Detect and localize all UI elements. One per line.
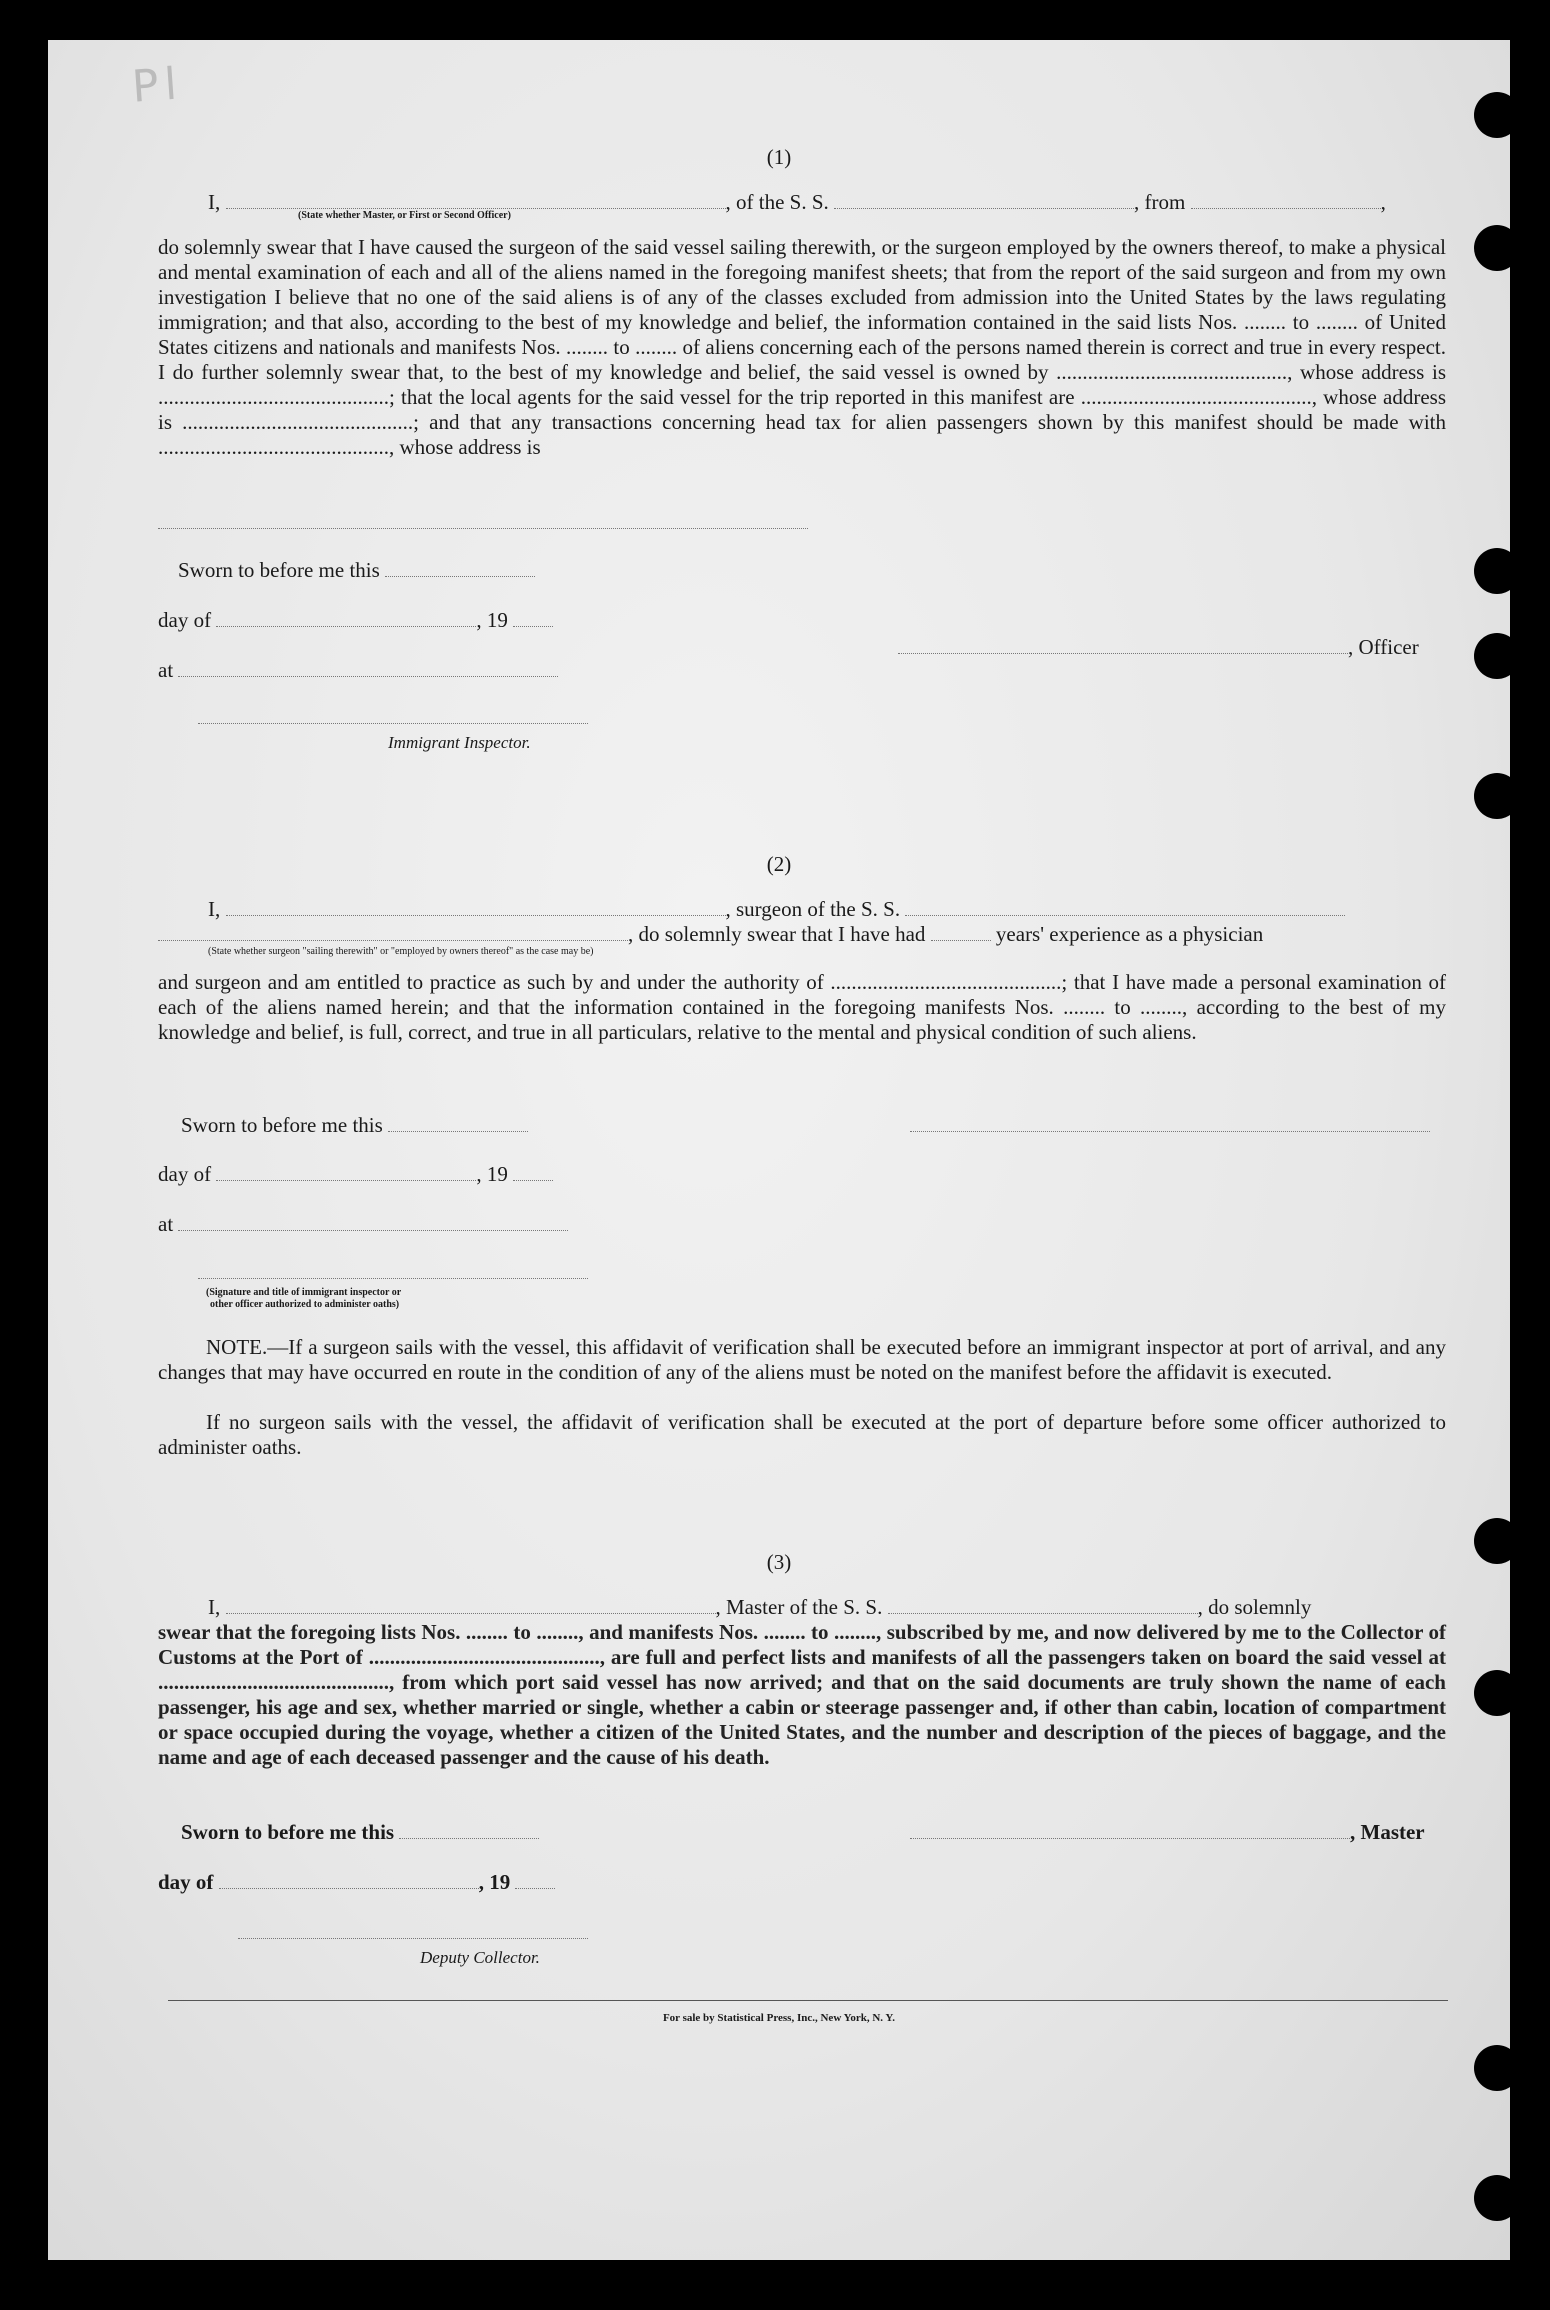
note-paragraph-2: If no surgeon sails with the vessel, the affidavit of verification shall be executed at the port of departure before some officer authorized to administer oaths. xyxy=(158,1410,1446,1459)
section-1-number: (1) xyxy=(766,145,792,169)
section-1-line-1: I, , of the S. S. , from , xyxy=(208,190,1386,214)
section-1-body: do solemnly swear that I have caused the surgeon of the said vessel sailing therewith, or the surgeon employed by the owners thereof, to make a physical and mental examination of each and all of the aliens named in the foregoing manifest sheets; that from the report of the said surgeon and from my own investigation I believe that no one of the said aliens is of any of the classes excluded from admission into the United States by the laws regulating immigration; and that also, according to the best of my knowledge and belief, the information contained in the said lists Nos. ........ to ........ of United States citizens and nationals and manifests Nos. ........ to ........ of aliens concerning each of the persons named therein is correct and true in every respect. I do further solemnly swear that, to the best of my knowledge and belief, the said vessel is owned by ............................................, whose address is ............................................; that the local agents for the said vessel for the trip reported in this manifest are ............................................, whose address is ............................................; and that any transactions concerning head tax for alien passengers shown by this manifest should be made with ............................................, whose address is xyxy=(158,235,1446,459)
pencil-mark: Pl xyxy=(130,58,185,113)
section-3-deputy-caption: Deputy Collector. xyxy=(420,1948,540,1967)
section-2-caption: (State whether surgeon "sailing therewith" or "employed by owners thereof" as the case may be) xyxy=(208,946,594,957)
section-1-caption: (State whether Master, or First or Second Officer) xyxy=(298,210,511,221)
punch-hole-icon xyxy=(1474,92,1510,138)
section-2-day-of: day of , 19 xyxy=(158,1162,553,1187)
section-1-inspector-line xyxy=(198,705,588,730)
footer-imprint: For sale by Statistical Press, Inc., New York, N. Y. xyxy=(662,2012,896,2024)
section-2-at: at xyxy=(158,1212,568,1237)
note-paragraph-1: NOTE.—If a surgeon sails with the vessel, this affidavit of verification shall be executed before an immigrant inspector at port of arrival, and any changes that may have occurred en route in the condition of any of the aliens must be noted on the manifest before the affidavit is executed. xyxy=(158,1335,1446,1384)
section-2-signature-line xyxy=(910,1113,1430,1138)
punch-hole-icon xyxy=(1474,225,1510,271)
section-3-sworn: Sworn to before me this xyxy=(181,1820,539,1845)
section-2-number: (2) xyxy=(766,852,792,876)
section-3-line-1: I, , Master of the S. S. , do solemnly xyxy=(208,1595,1312,1619)
section-2-signature-caption-1: (Signature and title of immigrant inspector or xyxy=(206,1287,402,1298)
section-1-inspector-caption: Immigrant Inspector. xyxy=(388,733,531,752)
section-2-line-1: I, , surgeon of the S. S. xyxy=(208,897,1345,922)
document-page xyxy=(48,40,1510,2260)
punch-hole-icon xyxy=(1474,2175,1510,2221)
punch-hole-icon xyxy=(1474,1670,1510,1716)
section-3-deputy-line xyxy=(238,1920,588,1945)
section-1-sworn: Sworn to before me this xyxy=(178,558,535,583)
section-2-body: and surgeon and am entitled to practice as such by and under the authority of ............................................; that I have made a personal examination of each of the aliens named herein; and that the information contained in the foregoing manifests Nos. ........ to ........, according to the best of my knowledge and belief, is full, correct, and true in all particulars, relative to the mental and physical condition of such aliens. xyxy=(158,970,1446,1044)
section-1-at: at xyxy=(158,658,558,683)
punch-hole-icon xyxy=(1474,2045,1510,2091)
section-3-master: , Master xyxy=(910,1820,1425,1845)
section-3-day-of: day of , 19 xyxy=(158,1870,555,1895)
section-3-number: (3) xyxy=(766,1550,792,1574)
section-2-line-2: , do solemnly swear that I have had years' experience as a physician xyxy=(158,922,1263,947)
punch-hole-icon xyxy=(1474,548,1510,594)
section-1-blank-line xyxy=(158,510,808,535)
footer-rule xyxy=(168,2000,1448,2001)
section-2-inspector-line xyxy=(198,1260,588,1285)
section-2-sworn: Sworn to before me this xyxy=(181,1113,528,1138)
section-3-body: swear that the foregoing lists Nos. ........ to ........, and manifests Nos. ........ to ........, subscribed by me, and now delivered by me to the Collector of Customs at the Port of ............................................, are full and perfect lists and manifests of all the passengers taken on board the said vessel at ............................................, from which port said vessel has now arrived; and that on the said documents are truly shown the name of each passenger, his age and sex, whether married or single, whether a cabin or steerage passenger and, if other than cabin, location of compartment or space occupied during the voyage, whether a citizen of the United States, and the number and description of the pieces of baggage, and the name and age of each deceased passenger and the cause of his death. xyxy=(158,1620,1446,1769)
section-1-officer: , Officer xyxy=(898,635,1419,660)
section-1-day-of: day of , 19 xyxy=(158,608,553,633)
punch-hole-icon xyxy=(1474,633,1510,679)
section-2-signature-caption-2: other officer authorized to administer oaths) xyxy=(210,1299,400,1310)
punch-hole-icon xyxy=(1474,773,1510,819)
